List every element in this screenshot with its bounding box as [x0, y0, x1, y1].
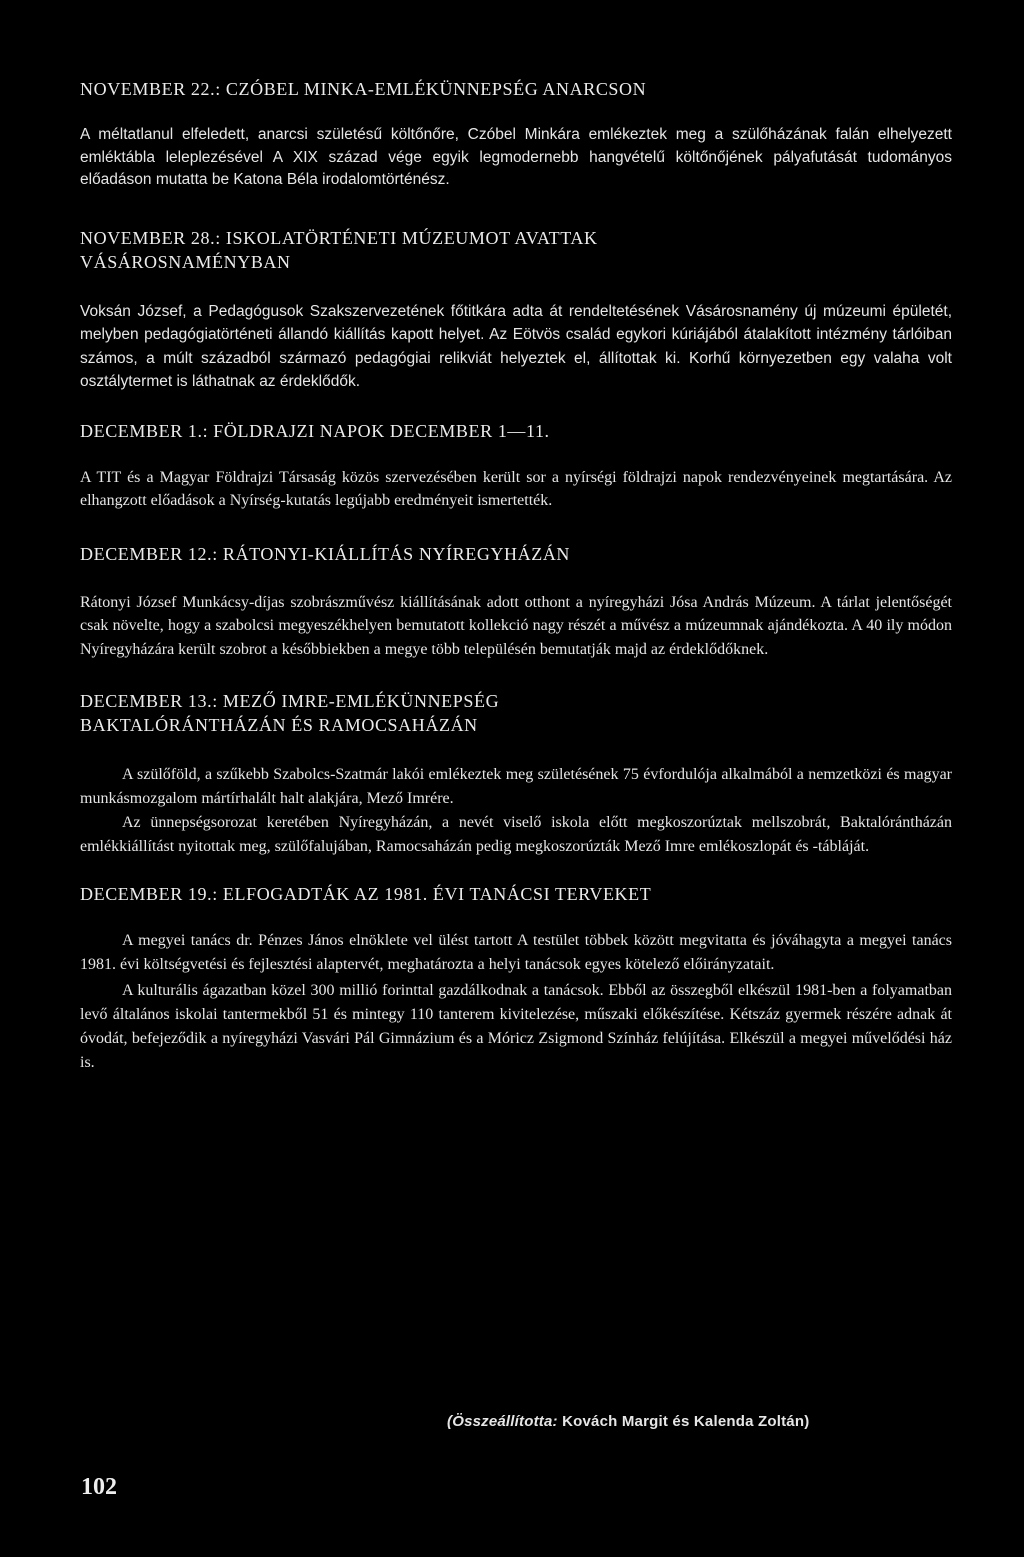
entry-paragraph: A méltatlanul elfeledett, anarcsi születésű költőnőre, Czóbel Minkára emlékeztek meg a szülőházának falán elhelyezett emléktábla leleplezésével A XIX század vége egyik legmodernebb hangvételű költőnőjének pályafutását tudományos előadáson mutatta be Katona Béla irodalomtörténész.: [80, 126, 952, 188]
entry-paragraph: Rátonyi József Munkácsy-díjas szobrászművész kiállításának adott otthont a nyíregyházi Jósa András Múzeum. A tárlat jelentőségét csak növelte, hogy a szabolcsi megyeszékhelyen bemutatott kollekció nagy részét a művész a múzeumnak ajándékozta. A 40 ily módon Nyíregyházára került szobrot a későbbiekben a megye több településén bemutatják majd az érdeklődőknek.: [80, 593, 952, 658]
entry-paragraph: A megyei tanács dr. Pénzes János elnöklete vel ülést tartott A testület többek között megvitatta és jóváhagyta a megyei tanács 1981. évi költségvetési és fejlesztési alaptervét, meghatározta a helyi tanácsok egyes kötelező előirányzatait.: [80, 932, 952, 973]
entry-paragraph: A szülőföld, a szűkebb Szabolcs-Szatmár lakói emlékeztek meg születésének 75 évfordulója alkalmából a nemzetközi és magyar munkásmozgalom mártírhalált halt alakjára, Mező Imrére.: [80, 766, 952, 807]
entry-paragraph: A kulturális ágazatban közel 300 millió forinttal gazdálkodnak a tanácsok. Ebből az összegből elkészül 1981-ben a folyamatban levő általános iskolai tantermekből 51 és mintegy 110 tanterem kivitelezése, műszaki előkészítése. Kétszáz gyermek részére adnak át óvodát, befejeződik a nyíregyházi Vasvári Pál Gimnázium és a Móricz Zsigmond Színház felújítása. Elkészül a megyei művelődési ház is.: [80, 982, 952, 1071]
entry-paragraph: A TIT és a Magyar Földrajzi Társaság közös szervezésében került sor a nyírségi földrajzi napok rendezvényeinek megtartására. Az elhangzott előadások a Nyírség-kutatás legújabb eredményeit ismertették.: [80, 468, 952, 509]
entry-paragraph: Az ünnepségsorozat keretében Nyíregyházán, a nevét viselő iskola előtt megkoszorúztak mellszobrát, Baktalórántházán emlékkiállítást nyitottak meg, szülőfalujában, Ramocsaházán pedig megkoszorúzták Mező Imre emlékoszlopát és -tábláját.: [80, 814, 952, 855]
entry-paragraph: Voksán József, a Pedagógusok Szakszervezetének főtitkára adta át rendeltetésének Vásárosnamény új múzeumi épületét, melyben pedagógiatörténeti állandó kiállítás kapott helyet. Az Eötvös család egykori kúriájából átalakított intézmény tárlóiban számos, a múlt századból származó pedagógiai relikviát helyeztek el, állítottak ki. Korhű környezetben egy valaha volt osztálytermet is láthatnak az érdeklődők.: [80, 302, 952, 390]
entry-heading-dec-12: DECEMBER 12.: RÁTONYI-KIÁLLÍTÁS NYÍREGYHÁZÁN: [80, 543, 571, 564]
compiler-credit: [447, 1413, 809, 1430]
entry-heading-dec-13: DECEMBER 13.: MEZŐ IMRE-EMLÉKÜNNEPSÉG BAKTALÓRÁNTHÁZÁN ÉS RAMOCSAHÁZÁN: [80, 691, 500, 735]
page-number: 102: [81, 1474, 117, 1500]
entry-heading-nov-28: NOVEMBER 28.: ISKOLATÖRTÉNETI MÚZEUMOT AVATTAK VÁSÁROSNAMÉNYBAN: [80, 227, 598, 272]
entry-heading-dec-1: DECEMBER 1.: FÖLDRAJZI NAPOK DECEMBER 1—11.: [80, 420, 550, 441]
credit-label: (Összeállította:: [447, 1413, 558, 1430]
document-page: [80, 78, 952, 1075]
entry-heading-dec-19: DECEMBER 19.: ELFOGADTÁK AZ 1981. ÉVI TANÁCSI TERVEKET: [80, 884, 652, 904]
entry-heading-nov-22: NOVEMBER 22.: CZÓBEL MINKA-EMLÉKÜNNEPSÉG ANARCSON: [80, 79, 647, 99]
credit-names: Kovách Margit és Kalenda Zoltán): [562, 1413, 810, 1430]
